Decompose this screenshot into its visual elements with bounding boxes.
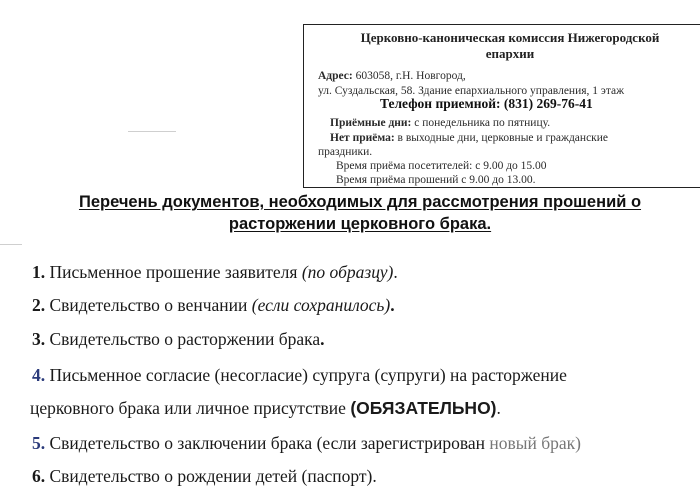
item-tail: . <box>372 466 377 486</box>
item-tail: . <box>320 329 325 349</box>
item-text-faded: новый брак) <box>489 433 582 453</box>
item-number: 1. <box>32 262 46 282</box>
item-text-line2: церковного брака или личное присутствие <box>30 398 346 418</box>
item-emphasis: (ОБЯЗАТЕЛЬНО) <box>350 398 497 418</box>
heading-line2-text: расторжении церковного брака. <box>228 215 492 233</box>
list-item <box>32 364 567 386</box>
item-text: Письменное прошение заявителя <box>49 262 298 282</box>
item-note: (по образцу) <box>301 262 394 282</box>
list-item <box>32 465 377 487</box>
scan-artifact <box>0 244 22 245</box>
no-reception-label: Нет приёма: <box>330 132 395 144</box>
item-note: (если сохранилось) <box>251 295 391 315</box>
no-reception-value: в выходные дни, церковные и гражданские <box>397 132 609 144</box>
item-number: 5. <box>32 433 46 453</box>
phone-line: Телефон приемной: (831) 269-76-41 <box>380 96 593 111</box>
item-text: Свидетельство о заключении брака (если зарегистрирован <box>49 433 485 453</box>
item-number: 2. <box>32 295 46 315</box>
item-text: Свидетельство о рождении детей (паспорт) <box>49 466 373 486</box>
commission-title-line2: епархии <box>485 46 535 61</box>
list-item <box>32 432 581 454</box>
item-text: Свидетельство о венчании <box>49 295 248 315</box>
address-label: Адрес: <box>318 70 353 82</box>
address-street: ул. Суздальская, 58. Здание епархиального управления, 1 этаж <box>318 85 625 97</box>
list-item <box>32 261 398 283</box>
commission-info-box <box>303 24 700 188</box>
item-tail: . <box>496 398 501 418</box>
document-heading <box>40 191 680 235</box>
list-item <box>32 294 395 316</box>
item-text: Письменное согласие (несогласие) супруга (супруги) на расторжение <box>49 365 567 385</box>
reception-days-value: с понедельника по пятницу. <box>414 117 551 129</box>
no-reception <box>330 131 608 145</box>
requests-time: Время приёма прошений с 9.00 до 13.00. <box>336 174 536 186</box>
item-number: 4. <box>32 365 46 385</box>
item-tail: . <box>390 295 395 315</box>
item-number: 6. <box>32 466 46 486</box>
visitors-time: Время приёма посетителей: с 9.00 до 15.00 <box>336 160 547 172</box>
reception-days-label: Приёмные дни: <box>330 117 412 129</box>
no-reception-line-2: праздники. <box>318 146 373 158</box>
reception-days <box>330 116 550 130</box>
scan-artifact <box>128 131 176 132</box>
commission-title-line1: Церковно-каноническая комиссия Нижегородской <box>360 30 660 45</box>
item-text: Свидетельство о расторжении брака <box>49 329 321 349</box>
address-value: 603058, г.Н. Новгород, <box>355 70 466 82</box>
heading-line2 <box>40 213 680 235</box>
commission-title <box>320 30 700 62</box>
list-item <box>32 328 325 350</box>
address-line <box>318 69 466 83</box>
heading-line1-text: Перечень документов, необходимых для рассмотрения прошений о <box>78 193 642 211</box>
heading-line1 <box>40 191 680 213</box>
item-number: 3. <box>32 329 46 349</box>
list-item-continuation <box>30 397 501 419</box>
item-tail: . <box>393 262 398 282</box>
